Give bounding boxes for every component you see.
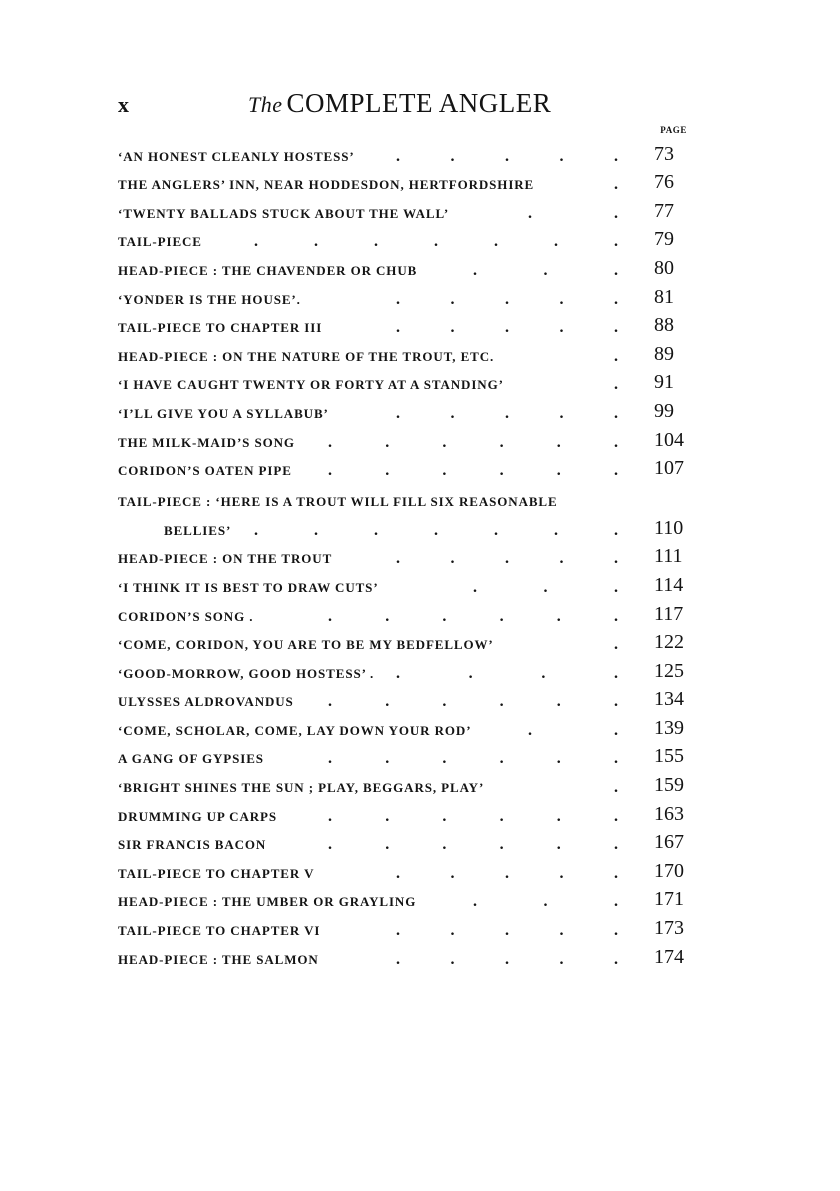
entry-title: THE MILK-MAID’S SONG (118, 434, 295, 450)
entry-page-number: 114 (654, 573, 684, 596)
list-item (118, 914, 686, 943)
entry-title: A GANG OF GYPSIES (118, 751, 264, 767)
leader-dots: . . . . . (396, 147, 618, 165)
list-item (118, 800, 686, 829)
entry-page-number: 155 (654, 745, 684, 768)
leader-dots: . . . . . (396, 319, 618, 337)
entry-title: HEAD-PIECE : THE SALMON (118, 951, 319, 967)
entry-page-number: 139 (654, 716, 684, 739)
entry-page-number: 104 (654, 428, 684, 451)
entry-page-number: 79 (654, 228, 674, 251)
list-item (118, 254, 686, 283)
entry-page-number: 173 (654, 917, 684, 940)
entry-title: CORIDON’S OATEN PIPE (118, 463, 292, 479)
entry-page-number: 167 (654, 831, 684, 854)
list-item (118, 543, 686, 572)
list-item (118, 514, 686, 543)
entry-title: ULYSSES ALDROVANDUS (118, 694, 294, 710)
entry-title: HEAD-PIECE : THE UMBER OR GRAYLING (118, 894, 417, 910)
entry-page-number: 77 (654, 199, 674, 222)
leader-dots: . . . . . . (328, 607, 618, 625)
list-item (118, 169, 686, 198)
list-item (118, 571, 686, 600)
leader-dots: . . . . . (396, 404, 618, 422)
running-head-title: COMPLETE ANGLER (286, 88, 552, 118)
leader-dots: . . . (473, 261, 618, 279)
list-item (118, 140, 686, 169)
illustrations-list (118, 140, 686, 972)
leader-dots: . . . . . . (328, 836, 618, 854)
leader-dots: . . . . . (396, 950, 618, 968)
leader-dots: . . . . . (396, 864, 618, 882)
list-item (118, 426, 686, 455)
entry-page-number: 80 (654, 256, 674, 279)
leader-dots: . . . . . . (328, 462, 618, 480)
list-item (118, 857, 686, 886)
entry-page-number: 110 (654, 516, 684, 539)
entry-page-number: 163 (654, 802, 684, 825)
list-item (118, 397, 686, 426)
entry-title: BELLIES’ (164, 522, 232, 538)
leader-dots: . . (528, 721, 618, 739)
entry-title: ‘TWENTY BALLADS STUCK ABOUT THE WALL’ (118, 205, 450, 221)
entry-title: TAIL-PIECE : ‘HERE IS A TROUT WILL FILL SIX REASONABLE (118, 494, 558, 510)
entry-page-number: 174 (654, 945, 684, 968)
leader-dots: . . . (473, 578, 618, 596)
entry-page-number: 125 (654, 659, 684, 682)
entry-title: TAIL-PIECE TO CHAPTER V (118, 865, 315, 881)
leader-dots: . . . . . . . (254, 521, 618, 539)
entry-title: ‘BRIGHT SHINES THE SUN ; PLAY, BEGGARS, PLAY’ (118, 780, 485, 796)
entry-title: ‘I’LL GIVE YOU A SYLLABUB’ (118, 405, 329, 421)
entry-title: HEAD-PIECE : THE CHAVENDER OR CHUB (118, 262, 418, 278)
entry-page-number: 159 (654, 774, 684, 797)
entry-title: ‘COME, SCHOLAR, COME, LAY DOWN YOUR ROD’ (118, 722, 472, 738)
list-item (118, 743, 686, 772)
leader-dots: . . . . . (396, 922, 618, 940)
running-head-article: The (248, 92, 283, 117)
list-item (118, 455, 686, 484)
entry-page-number: 81 (654, 285, 674, 308)
entry-page-number: 171 (654, 888, 684, 911)
leader-dots: . (614, 176, 618, 194)
entry-page-number: 76 (654, 171, 674, 194)
leader-dots: . . . . . (396, 550, 618, 568)
list-item (118, 600, 686, 629)
list-item (118, 483, 686, 514)
entry-page-number: 89 (654, 342, 674, 365)
entry-title: DRUMMING UP CARPS (118, 808, 278, 824)
list-item (118, 312, 686, 341)
list-item (118, 629, 686, 658)
list-item (118, 943, 686, 972)
running-head (248, 88, 551, 119)
list-item (118, 283, 686, 312)
leader-dots: . . . . . (396, 290, 618, 308)
leader-dots: . . . . . . . (254, 233, 618, 251)
list-item (118, 226, 686, 255)
entry-title: HEAD-PIECE : ON THE TROUT (118, 551, 333, 567)
entry-page-number: 91 (654, 371, 674, 394)
entry-title: ‘COME, CORIDON, YOU ARE TO BE MY BEDFELLOW’ (118, 637, 494, 653)
leader-dots: . . . (473, 893, 618, 911)
entry-title: CORIDON’S SONG . (118, 608, 254, 624)
leader-dots: . . (528, 204, 618, 222)
entry-title: ‘I THINK IT IS BEST TO DRAW CUTS’ (118, 579, 379, 595)
page-column-heading: PAGE (660, 125, 687, 135)
entry-page-number: 134 (654, 688, 684, 711)
entry-title: ‘GOOD-MORROW, GOOD HOSTESS’ . (118, 665, 375, 681)
entry-title: HEAD-PIECE : ON THE NATURE OF THE TROUT, ETC. (118, 348, 495, 364)
entry-title: ‘YONDER IS THE HOUSE’. (118, 291, 301, 307)
leader-dots: . (614, 779, 618, 797)
leader-dots: . (614, 636, 618, 654)
entry-page-number: 99 (654, 399, 674, 422)
leader-dots: . (614, 376, 618, 394)
leader-dots: . . . . . . (328, 693, 618, 711)
entry-title: ‘I HAVE CAUGHT TWENTY OR FORTY AT A STANDING’ (118, 377, 504, 393)
entry-page-number: 107 (654, 457, 684, 480)
leader-dots: . . . . . . (328, 750, 618, 768)
entry-page-number: 117 (654, 602, 684, 625)
entry-title: TAIL-PIECE TO CHAPTER III (118, 320, 323, 336)
leader-dots: . . . . . . (328, 807, 618, 825)
entry-page-number: 122 (654, 631, 684, 654)
leader-dots: . . . . (396, 664, 618, 682)
list-item (118, 197, 686, 226)
entry-title: ‘AN HONEST CLEANLY HOSTESS’ (118, 148, 355, 164)
entry-title: SIR FRANCIS BACON (118, 837, 267, 853)
list-item (118, 686, 686, 715)
leader-dots: . (614, 347, 618, 365)
leader-dots: . . . . . . (328, 433, 618, 451)
page-number: x (118, 92, 129, 117)
list-item (118, 369, 686, 398)
entry-page-number: 170 (654, 859, 684, 882)
list-item (118, 829, 686, 858)
entry-title: TAIL-PIECE (118, 234, 202, 250)
entry-page-number: 88 (654, 314, 674, 337)
entry-title: TAIL-PIECE TO CHAPTER VI (118, 923, 321, 939)
list-item (118, 886, 686, 915)
list-item (118, 714, 686, 743)
entry-title: THE ANGLERS’ INN, NEAR HODDESDON, HERTFORDSHIRE (118, 177, 535, 193)
entry-page-number: 111 (654, 545, 683, 568)
list-item (118, 340, 686, 369)
list-item (118, 771, 686, 800)
entry-page-number: 73 (654, 142, 674, 165)
list-item (118, 657, 686, 686)
